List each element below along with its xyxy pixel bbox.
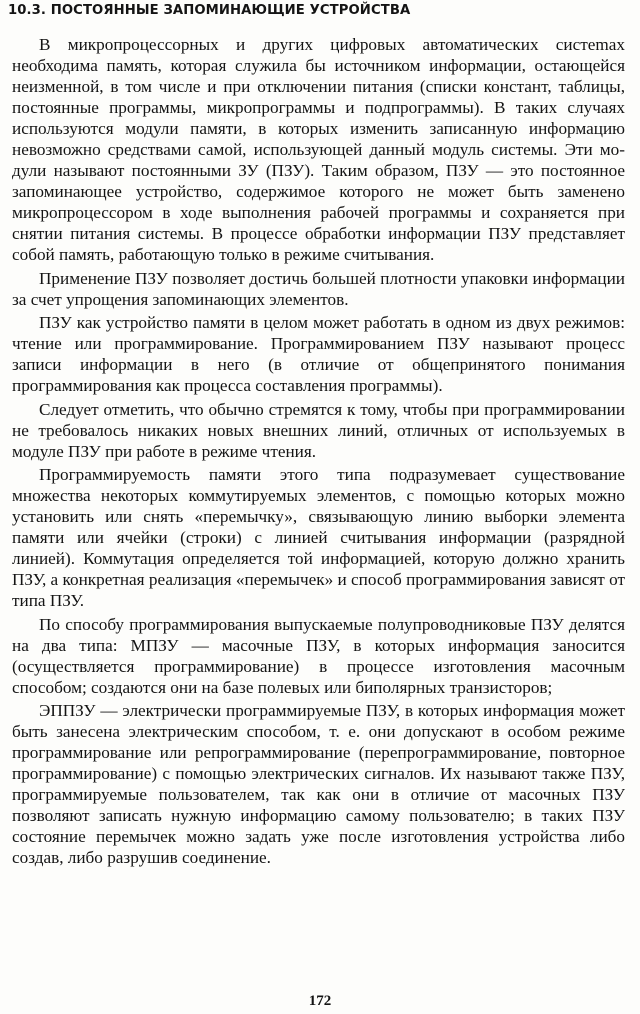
paragraph: Программируемость памяти этого типа подразумевает существование множества некоторых коммутируемых элементов, с помощью которых можно установить или снять «перемычку», связывающую линию выборки элемента памяти или ячейки (строки) с линией считывания информации (разрядной линией). Коммутация определяется той информацией, которую должно хранить ПЗУ, а конкретная реализация «перемычек» и способ программирования зависят от типа ПЗУ. [12,465,625,610]
section-title: 10.3. ПОСТОЯННЫЕ ЗАПОМИНАЮЩИЕ УСТРОЙСТВА [8,3,411,18]
page-number: 172 [308,993,332,1009]
paragraph: В микропроцессорных и других цифровых автоматических систеmах необходима память, которая служила бы источником информации, остающейся неизменной, в том числе и при отключении питания (списки констант, таблицы, постоянные программы, микропрограммы и подпрограммы). В таких случаях используются модули памяти, в которых изменить записанную информацию невозможно средствами самой, использующей данный модуль системы. Эти модули называют постоянными ЗУ (ПЗУ). Таким образом, ПЗУ — это постоянное запоминающее устройство, содержимое которого не может быть заменено микропроцессором в ходе выполнения рабочей программы и сохраняется при снятии питания системы. В процессе обработки информации ПЗУ представляет собой память, работающую только в режиме считывания. [12,35,625,264]
paragraph: Следует отметить, что обычно стремятся к тому, чтобы при программировании не требовалось никаких новых внешних линий, отличных от используемых в модуле ПЗУ при работе в режиме чтения. [12,399,625,461]
paragraph: Применение ПЗУ позволяет достичь большей плотности упаковки информации за счет упрощения запоминающих элементов. [12,268,625,309]
paragraph: По способу программирования выпускаемые полупроводниковые ПЗУ делятся на два типа: МПЗУ — масочные ПЗУ, в которых информация заносится (осуществляется программирование) в процессе изготовления масочным способом; создаются они на базе полевых или биполярных транзисторов; [12,614,625,697]
paragraph: ЭППЗУ — электрически программируемые ПЗУ, в которых информация может быть занесена электрическим способом, т. е. они допускают в особом режиме программирование или репрограммирование (перепрограммирование, повторное программирование) с помощью электрических сигналов. Их называют также ПЗУ, программируемые пользователем, так как они в отличие от масочных ПЗУ позволяют записать нужную информацию самому пользователю; в таких ПЗУ состояние перемычек можно задать уже после изготовления устройства либо создав, либо разрушив соединение. [12,701,625,867]
body-text [12,34,625,871]
paragraph: ПЗУ как устройство памяти в целом может работать в одном из двух режимов: чтение или программирование. Программированием ПЗУ называют процесс записи информации в него (в отличие от общепринятого понимания программирования как процесса составления программы). [12,313,625,395]
